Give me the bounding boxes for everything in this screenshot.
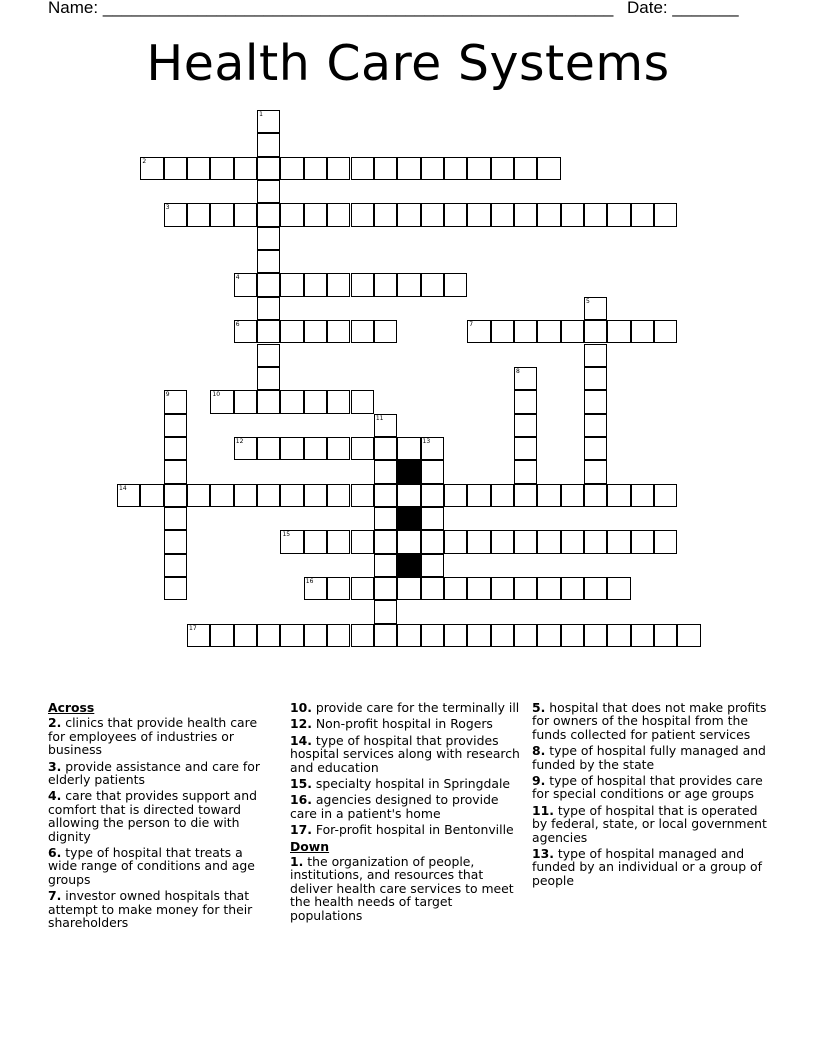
crossword-cell[interactable] <box>374 507 397 530</box>
clue-across-10: 10. provide care for the terminally ill <box>290 700 520 715</box>
crossword-cell[interactable] <box>234 484 257 507</box>
crossword-cell[interactable] <box>444 157 467 180</box>
clue-number: 4 <box>235 274 240 282</box>
crossword-cell[interactable] <box>280 624 303 647</box>
crossword-cell[interactable] <box>421 460 444 483</box>
crossword-cell[interactable] <box>257 180 280 203</box>
crossword-cell[interactable] <box>514 484 537 507</box>
crossword-cell[interactable] <box>164 414 187 437</box>
crossword-cell[interactable] <box>187 157 210 180</box>
crossword-cell[interactable] <box>234 437 257 460</box>
crossword-cell[interactable] <box>304 624 327 647</box>
crossword-cell[interactable] <box>164 484 187 507</box>
crossword-cell[interactable] <box>210 203 233 226</box>
crossword-cell[interactable] <box>374 203 397 226</box>
crossword-cell[interactable] <box>164 554 187 577</box>
clue-across-4: 4. care that provides support and comfort that is directed toward allowing the person to die with dignity <box>48 788 257 844</box>
crossword-cell[interactable] <box>257 624 280 647</box>
clue-across-2: 2. clinics that provide health care for employees of industries or business <box>48 715 258 758</box>
crossword-cell[interactable] <box>631 484 654 507</box>
clue-number: 6 <box>235 321 240 329</box>
crossword-cell[interactable] <box>351 390 374 413</box>
crossword-cell[interactable] <box>351 203 374 226</box>
crossword-cell[interactable] <box>351 157 374 180</box>
clue-number: 11 <box>375 414 384 422</box>
crossword-cell[interactable] <box>304 437 327 460</box>
crossword-cell[interactable] <box>584 624 607 647</box>
crossword-cell[interactable] <box>257 157 280 180</box>
crossword-cell[interactable] <box>584 320 607 343</box>
crossword-cell[interactable] <box>280 390 303 413</box>
crossword-cell[interactable] <box>257 110 280 133</box>
crossword-cell[interactable] <box>327 624 350 647</box>
crossword-cell[interactable] <box>327 273 350 296</box>
clue-number: 13 <box>422 437 431 445</box>
crossword-cell[interactable] <box>537 530 560 553</box>
crossword-cell[interactable] <box>351 273 374 296</box>
crossword-cell[interactable] <box>654 203 677 226</box>
crossword-cell[interactable] <box>491 203 514 226</box>
crossword-cell[interactable] <box>374 320 397 343</box>
crossword-cell[interactable] <box>397 203 420 226</box>
crossword-cell[interactable] <box>491 157 514 180</box>
clue-across-17: 17. For-profit hospital in Bentonville <box>290 822 514 838</box>
clue-number: 3 <box>165 204 170 212</box>
crossword-cell[interactable] <box>631 530 654 553</box>
crossword-cell[interactable] <box>491 484 514 507</box>
crossword-cell[interactable] <box>444 203 467 226</box>
page-title: Health Care Systems <box>146 35 670 92</box>
crossword-cell[interactable] <box>607 203 630 226</box>
name-blank: ______________________________________________________ <box>102 0 614 17</box>
clue-across-6: 6. type of hospital that treats a wide range of conditions and age groups <box>48 845 255 887</box>
crossword-cell[interactable] <box>654 530 677 553</box>
crossword-cell[interactable] <box>397 273 420 296</box>
clues-column-1 <box>48 701 273 933</box>
crossword-cell[interactable] <box>327 390 350 413</box>
clue-number: 14 <box>119 484 127 492</box>
crossword-cell[interactable] <box>327 320 350 343</box>
crossword-cell[interactable] <box>397 157 420 180</box>
crossword-cell[interactable] <box>351 437 374 460</box>
crossword-cell[interactable] <box>280 203 303 226</box>
crossword-cell[interactable] <box>421 203 444 226</box>
clue-across-14: 14. type of hospital that provides hospital services along with research and education <box>290 732 520 775</box>
crossword-cell[interactable] <box>561 484 584 507</box>
crossword-cell[interactable] <box>257 367 280 390</box>
crossword-cell[interactable] <box>164 203 187 226</box>
crossword-cell[interactable] <box>561 203 584 226</box>
crossword-cell[interactable] <box>491 577 514 600</box>
crossword-cell[interactable] <box>280 484 303 507</box>
crossword-cell[interactable] <box>467 203 490 226</box>
crossword-cell[interactable] <box>164 507 187 530</box>
crossword-cell[interactable] <box>514 530 537 553</box>
crossword-cell[interactable] <box>210 624 233 647</box>
crossword-cell[interactable] <box>561 624 584 647</box>
crossword-cell[interactable] <box>234 624 257 647</box>
crossword-cell[interactable] <box>467 320 490 343</box>
crossword-cell[interactable] <box>374 460 397 483</box>
crossword-cell[interactable] <box>351 320 374 343</box>
clue-down-13: 13. type of hospital managed and funded by an individual or a group of people <box>532 846 762 888</box>
crossword-cell[interactable] <box>584 297 607 320</box>
crossword-cell[interactable] <box>210 484 233 507</box>
crossword-cell[interactable] <box>234 320 257 343</box>
crossword-cell[interactable] <box>467 484 490 507</box>
crossword-cell[interactable] <box>374 157 397 180</box>
crossword-cell[interactable] <box>140 157 163 180</box>
clue-number: 2 <box>142 157 147 165</box>
clue-down-5: 5. hospital that does not make profits for owners of the hospital from the funds collected for patient services <box>532 700 767 742</box>
crossword-cell[interactable] <box>351 577 374 600</box>
crossword-cell[interactable] <box>631 320 654 343</box>
crossword-cell[interactable] <box>584 203 607 226</box>
clue-number: 10 <box>212 391 221 399</box>
crossword-cell[interactable] <box>164 437 187 460</box>
crossword-cell[interactable] <box>421 624 444 647</box>
crossword-cell[interactable] <box>607 530 630 553</box>
crossword-cell[interactable] <box>374 554 397 577</box>
crossword-cell[interactable] <box>514 367 537 390</box>
crossword-cell[interactable] <box>421 157 444 180</box>
crossword-cell[interactable] <box>467 577 490 600</box>
crossword-cell[interactable] <box>374 437 397 460</box>
crossword-cell[interactable] <box>234 157 257 180</box>
crossword-cell[interactable] <box>327 157 350 180</box>
crossword-cell[interactable] <box>327 577 350 600</box>
date-label: Date: <box>627 0 668 17</box>
crossword-cell[interactable] <box>631 624 654 647</box>
crossword-cell[interactable] <box>327 484 350 507</box>
crossword-cell[interactable] <box>304 484 327 507</box>
crossword-cell[interactable] <box>257 320 280 343</box>
clue-down-11: 11. type of hospital that is operated by federal, state, or local government agencies <box>532 802 767 845</box>
crossword-cell[interactable] <box>304 203 327 226</box>
crossword-cell[interactable] <box>351 484 374 507</box>
crossword-cell[interactable] <box>234 273 257 296</box>
crossword-cell[interactable] <box>421 530 444 553</box>
crossword-cell[interactable] <box>514 414 537 437</box>
clue-number: 17 <box>189 624 197 632</box>
crossword-cell[interactable] <box>257 437 280 460</box>
crossword-cell[interactable] <box>654 484 677 507</box>
crossword-cell[interactable] <box>187 484 210 507</box>
crossword-cell[interactable] <box>234 203 257 226</box>
crossword-cell[interactable] <box>444 530 467 553</box>
crossword-cell[interactable] <box>607 320 630 343</box>
crossword-cell[interactable] <box>280 273 303 296</box>
crossword-cell[interactable] <box>257 203 280 226</box>
crossword-cell[interactable] <box>607 484 630 507</box>
crossword-cell[interactable] <box>514 320 537 343</box>
black-square <box>397 554 420 577</box>
crossword-cell[interactable] <box>514 624 537 647</box>
crossword-cell[interactable] <box>561 577 584 600</box>
crossword-cell[interactable] <box>397 437 420 460</box>
crossword-cell[interactable] <box>491 624 514 647</box>
crossword-cell[interactable] <box>397 530 420 553</box>
crossword-cell[interactable] <box>210 390 233 413</box>
clue-down-8: 8. type of hospital fully managed and funded by the state <box>532 743 766 772</box>
crossword-cell[interactable] <box>374 577 397 600</box>
crossword-cell[interactable] <box>584 344 607 367</box>
crossword-cell[interactable] <box>607 624 630 647</box>
crossword-cell[interactable] <box>304 390 327 413</box>
down-heading: Down <box>290 838 330 854</box>
crossword-cell[interactable] <box>491 320 514 343</box>
clue-number: 8 <box>515 367 520 375</box>
crossword-cell[interactable] <box>514 460 537 483</box>
date-blank: _______ <box>672 0 739 17</box>
across-heading: Across <box>48 700 95 715</box>
crossword-cell[interactable] <box>537 624 560 647</box>
crossword-cell[interactable] <box>584 390 607 413</box>
clue-number: 1 <box>259 111 263 118</box>
clue-number: 7 <box>469 321 474 329</box>
crossword-cell[interactable] <box>421 437 444 460</box>
crossword-cell[interactable] <box>607 577 630 600</box>
crossword-cell[interactable] <box>421 273 444 296</box>
clues-column-3 <box>532 701 768 890</box>
crossword-cell[interactable] <box>257 250 280 273</box>
crossword-cell[interactable] <box>397 577 420 600</box>
crossword-cell[interactable] <box>421 577 444 600</box>
crossword-cell[interactable] <box>584 484 607 507</box>
crossword-cell[interactable] <box>537 577 560 600</box>
clue-across-12: 12. Non-profit hospital in Rogers <box>290 716 493 732</box>
crossword-cell[interactable] <box>164 530 187 553</box>
crossword-cell[interactable] <box>514 203 537 226</box>
crossword-cell[interactable] <box>327 203 350 226</box>
crossword-cell[interactable] <box>374 273 397 296</box>
crossword-cell[interactable] <box>374 484 397 507</box>
crossword-cell[interactable] <box>444 577 467 600</box>
crossword-cell[interactable] <box>164 390 187 413</box>
crossword-cell[interactable] <box>351 530 374 553</box>
crossword-cell[interactable] <box>584 577 607 600</box>
clue-down-9: 9. type of hospital that provides care for special conditions or age groups <box>532 773 763 802</box>
clue-number: 15 <box>282 531 291 539</box>
crossword-cell[interactable] <box>187 203 210 226</box>
crossword-cell[interactable] <box>584 414 607 437</box>
name-label: Name: <box>48 0 99 17</box>
crossword-cell[interactable] <box>257 133 280 156</box>
clue-across-16: 16. agencies designed to provide care in a patient's home <box>290 792 499 821</box>
crossword-cell[interactable] <box>164 460 187 483</box>
crossword-cell[interactable] <box>257 344 280 367</box>
crossword-cell[interactable] <box>164 157 187 180</box>
crossword-cell[interactable] <box>584 530 607 553</box>
crossword-cell[interactable] <box>444 484 467 507</box>
crossword-cell[interactable] <box>187 624 210 647</box>
crossword-cell[interactable] <box>351 624 374 647</box>
crossword-cell[interactable] <box>374 624 397 647</box>
crossword-cell[interactable] <box>561 530 584 553</box>
crossword-cell[interactable] <box>304 530 327 553</box>
crossword-cell[interactable] <box>537 484 560 507</box>
clue-number: 9 <box>165 391 170 399</box>
crossword-cell[interactable] <box>397 484 420 507</box>
clue-across-3: 3. provide assistance and care for elderly patients <box>48 758 260 788</box>
crossword-cell[interactable] <box>514 157 537 180</box>
crossword-cell[interactable] <box>514 390 537 413</box>
black-square <box>397 460 420 483</box>
crossword-cell[interactable] <box>210 157 233 180</box>
crossword-cell[interactable] <box>537 203 560 226</box>
crossword-cell[interactable] <box>280 320 303 343</box>
crossword-cell[interactable] <box>257 390 280 413</box>
crossword-cell[interactable] <box>537 320 560 343</box>
crossword-cell[interactable] <box>631 203 654 226</box>
crossword-cell[interactable] <box>374 600 397 623</box>
crossword-cell[interactable] <box>467 530 490 553</box>
clue-across-7: 7. investor owned hospitals that attempt to make money for their shareholders <box>48 888 253 931</box>
crossword-cell[interactable] <box>257 227 280 250</box>
crossword-cell[interactable] <box>304 320 327 343</box>
crossword-cell[interactable] <box>491 530 514 553</box>
crossword-cell[interactable] <box>421 484 444 507</box>
crossword-cell[interactable] <box>654 320 677 343</box>
crossword-cell[interactable] <box>327 437 350 460</box>
crossword-cell[interactable] <box>280 157 303 180</box>
crossword-cell[interactable] <box>304 273 327 296</box>
crossword-cell[interactable] <box>421 507 444 530</box>
crossword-cell[interactable] <box>584 367 607 390</box>
crossword-cell[interactable] <box>257 297 280 320</box>
crossword-cell[interactable] <box>117 484 140 507</box>
crossword-cell[interactable] <box>537 157 560 180</box>
crossword-cell[interactable] <box>280 530 303 553</box>
crossword-cell[interactable] <box>257 273 280 296</box>
crossword-cell[interactable] <box>280 437 303 460</box>
crossword-cell[interactable] <box>374 414 397 437</box>
crossword-cell[interactable] <box>421 554 444 577</box>
crossword-cell[interactable] <box>234 390 257 413</box>
crossword-cell[interactable] <box>677 624 700 647</box>
crossword-cell[interactable] <box>397 624 420 647</box>
clue-across-15: 15. specialty hospital in Springdale <box>290 776 511 792</box>
crossword-cell[interactable] <box>514 437 537 460</box>
crossword-cell[interactable] <box>304 577 327 600</box>
crossword-cell[interactable] <box>257 484 280 507</box>
crossword-cell[interactable] <box>374 530 397 553</box>
crossword-cell[interactable] <box>467 624 490 647</box>
crossword-cell[interactable] <box>654 624 677 647</box>
clue-down-1: 1. the organization of people, institutions, and resources that deliver health care services to meet the health needs of target populations <box>290 854 514 923</box>
clue-number: 16 <box>305 578 314 585</box>
clues-column-2 <box>290 701 522 925</box>
crossword-cell[interactable] <box>561 320 584 343</box>
crossword-cell[interactable] <box>140 484 163 507</box>
crossword-cell[interactable] <box>304 157 327 180</box>
crossword-cell[interactable] <box>584 437 607 460</box>
crossword-cell[interactable] <box>514 577 537 600</box>
crossword-cell[interactable] <box>467 157 490 180</box>
crossword-cell[interactable] <box>444 273 467 296</box>
black-square <box>397 507 420 530</box>
clue-number: 5 <box>586 297 590 305</box>
crossword-cell[interactable] <box>444 624 467 647</box>
clue-number: 12 <box>235 437 244 445</box>
crossword-cell[interactable] <box>164 577 187 600</box>
crossword-cell[interactable] <box>327 530 350 553</box>
crossword-cell[interactable] <box>584 460 607 483</box>
